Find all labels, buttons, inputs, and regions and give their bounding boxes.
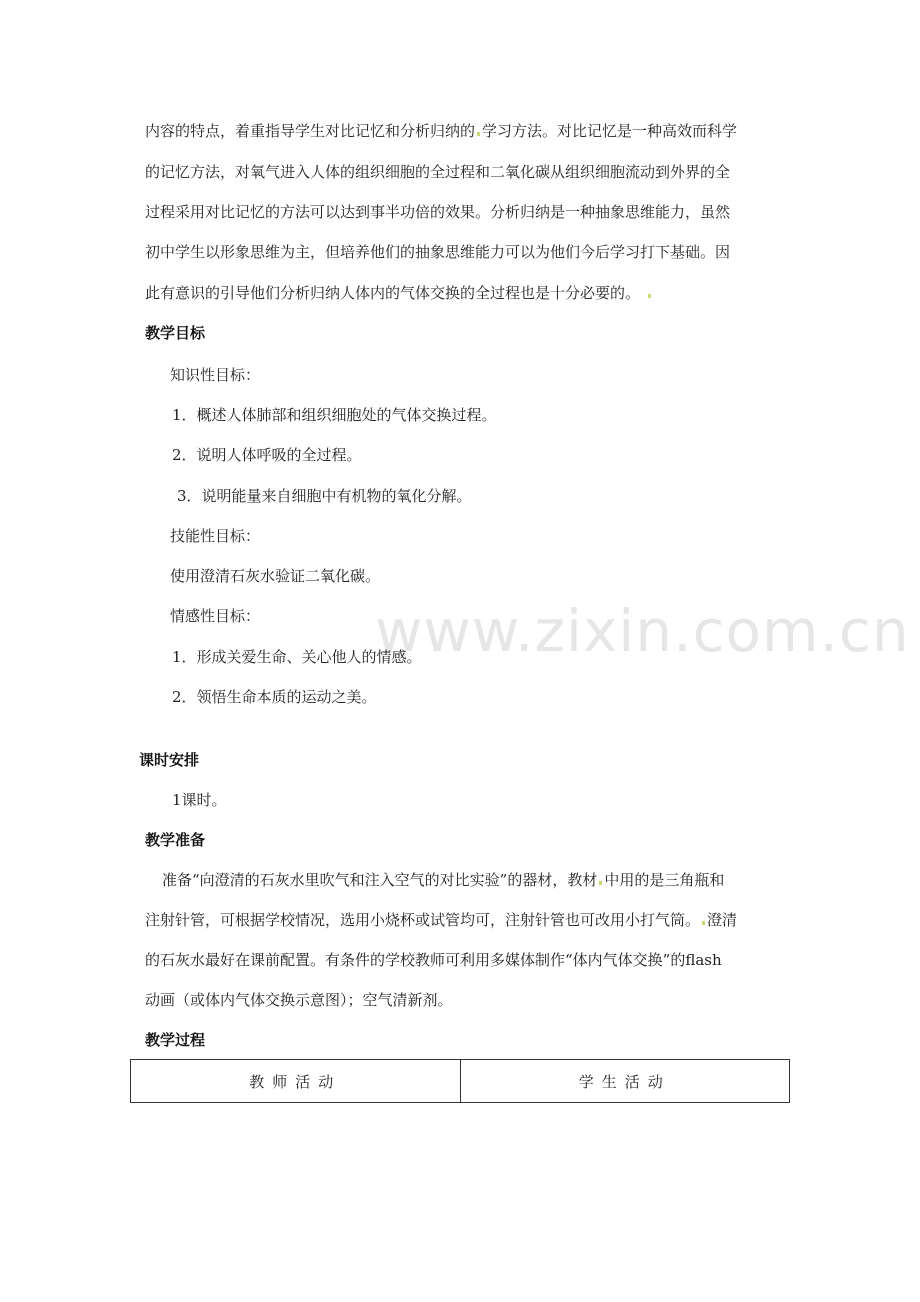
dot-mark bbox=[477, 132, 480, 136]
preparation-line-2 bbox=[145, 910, 737, 930]
objectives-heading: 教学目标 bbox=[145, 324, 206, 342]
intro-line-5 bbox=[145, 283, 653, 303]
preparation-text-1a: 准备“向澄清的石灰水里吹气和注入空气的对比实验”的器材，教材 bbox=[162, 871, 598, 889]
intro-line-3: 过程采用对比记忆的方法可以达到事半功倍的效果。分析归纳是一种抽象思维能力，虽然 bbox=[145, 203, 731, 221]
dot-mark bbox=[599, 881, 602, 885]
knowledge-item: 1．概述人体肺部和组织细胞处的气体交换过程。 bbox=[172, 406, 497, 424]
process-table bbox=[130, 1059, 790, 1103]
preparation-line-3: 的石灰水最好在课前配置。有条件的学校教师可利用多媒体制作“体内气体交换”的flash bbox=[145, 951, 722, 969]
emotion-item: 1．形成关爱生命、关心他人的情感。 bbox=[172, 648, 422, 666]
emotion-label: 情感性目标： bbox=[170, 607, 261, 625]
preparation-text-2b: 澄清 bbox=[707, 911, 738, 929]
preparation-line-4: 动画（或体内气体交换示意图）；空气清新剂。 bbox=[145, 991, 453, 1009]
dot-mark bbox=[702, 921, 705, 925]
dot-mark bbox=[648, 294, 651, 298]
schedule-heading: 课时安排 bbox=[139, 751, 200, 769]
intro-line-1 bbox=[145, 121, 737, 141]
intro-text-1b: 学习方法。对比记忆是一种高效而科学 bbox=[482, 122, 738, 140]
schedule-text: 1课时。 bbox=[172, 791, 227, 809]
skill-label: 技能性目标： bbox=[170, 527, 261, 545]
intro-text-1a: 内容的特点，着重指导学生对比记忆和分析归纳的 bbox=[145, 122, 476, 140]
teacher-activity-header: 教师活动 bbox=[131, 1060, 461, 1103]
watermark: www.zixin.com.cn bbox=[375, 597, 910, 665]
preparation-text-1b: 中用的是三角瓶和 bbox=[604, 871, 725, 889]
intro-text-5: 此有意识的引导他们分析归纳人体内的气体交换的全过程也是十分必要的。 bbox=[145, 284, 641, 302]
knowledge-item: 3．说明能量来自细胞中有机物的氧化分解。 bbox=[177, 487, 472, 505]
knowledge-label: 知识性目标： bbox=[170, 366, 261, 384]
intro-line-4: 初中学生以形象思维为主，但培养他们的抽象思维能力可以为他们今后学习打下基础。因 bbox=[145, 243, 731, 261]
knowledge-item: 2．说明人体呼吸的全过程。 bbox=[172, 446, 362, 464]
table-header-row bbox=[131, 1060, 790, 1103]
skill-text: 使用澄清石灰水验证二氧化碳。 bbox=[170, 567, 381, 585]
intro-line-2: 的记忆方法，对氧气进入人体的组织细胞的全过程和二氧化碳从组织细胞流动到外界的全 bbox=[145, 163, 731, 181]
preparation-text-2a: 注射针管，可根据学校情况，选用小烧杯或试管均可，注射针管也可改用小打气筒。 bbox=[145, 911, 701, 929]
process-heading: 教学过程 bbox=[145, 1031, 206, 1049]
preparation-line-1 bbox=[162, 870, 724, 890]
emotion-item: 2．领悟生命本质的运动之美。 bbox=[172, 688, 377, 706]
student-activity-header: 学生活动 bbox=[460, 1060, 790, 1103]
preparation-heading: 教学准备 bbox=[145, 831, 206, 849]
